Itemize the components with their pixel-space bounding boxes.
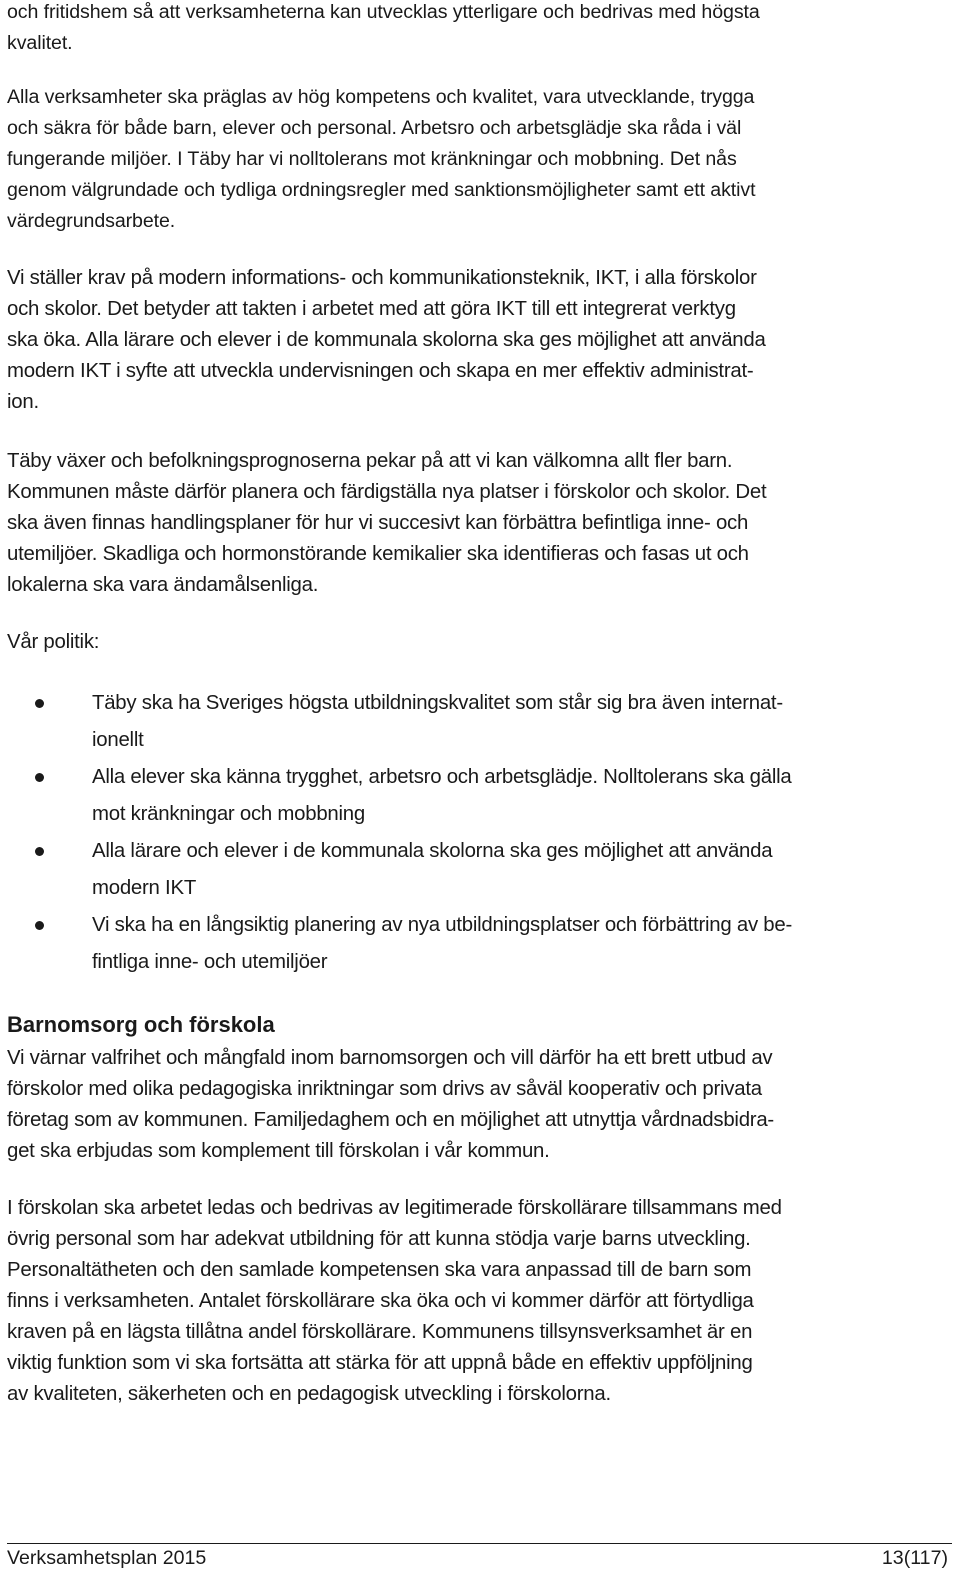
list-item-line: Vi ska ha en långsiktig planering av nya utbildningsplatser och förbättring av be- (92, 914, 793, 936)
paragraph-line: övrig personal som har adekvat utbildning för att kunna stödja varje barns utveckling. (7, 1228, 751, 1250)
paragraph-line: och fritidshem så att verksamheterna kan utvecklas ytterligare och bedrivas med högsta (7, 1, 760, 23)
paragraph-line: kvalitet. (7, 32, 73, 54)
bullet-icon (35, 847, 44, 856)
paragraph-line: modern IKT i syfte att utveckla undervisningen och skapa en mer effektiv administrat- (7, 360, 754, 382)
list-item-line: Alla lärare och elever i de kommunala skolorna ska ges möjlighet att använda (92, 840, 773, 862)
childcare-paragraph (7, 1043, 952, 1167)
paragraph-line: utemiljöer. Skadliga och hormonstörande kemikalier ska identifieras och fasas ut och (7, 543, 749, 565)
paragraph-line: Personaltätheten och den samlade kompetensen ska vara anpassad till de barn som (7, 1259, 752, 1281)
paragraph-line: kraven på en lägsta tillåtna andel förskollärare. Kommunens tillsynsverksamhet är en (7, 1321, 753, 1343)
paragraph-line: Vi ställer krav på modern informations- och kommunikationsteknik, IKT, i alla förskolor (7, 267, 757, 289)
paragraph-line: finns i verksamheten. Antalet förskollärare ska öka och vi kommer därför att förtydliga (7, 1290, 754, 1312)
paragraph-line: Täby växer och befolkningsprognoserna pekar på att vi kan välkomna allt fler barn. (7, 450, 733, 472)
paragraph-line: fungerande miljöer. I Täby har vi nolltolerans mot kränkningar och mobbning. Det nås (7, 148, 737, 170)
paragraph-line: ska öka. Alla lärare och elever i de kommunala skolorna ska ges möjlighet att använda (7, 329, 766, 351)
paragraph-line: genom välgrundade och tydliga ordningsregler med sanktionsmöjligheter samt ett aktivt (7, 179, 756, 201)
list-item-text (92, 907, 952, 981)
policy-label: Vår politik: (7, 631, 100, 653)
paragraph-line: viktig funktion som vi ska fortsätta att stärka för att uppnå både en effektiv uppföljning (7, 1352, 753, 1374)
list-item-line: ionellt (92, 729, 144, 751)
paragraph-line: och skolor. Det betyder att takten i arbetet med att göra IKT till ett integrerat verktyg (7, 298, 736, 320)
footer-document-title: Verksamhetsplan 2015 (7, 1547, 207, 1569)
section-heading: Barnomsorg och förskola (7, 1012, 275, 1037)
paragraph-line: förskolor med olika pedagogiska inriktningar som drivs av såväl kooperativ och privata (7, 1078, 762, 1100)
paragraph-line: Vi värnar valfrihet och mångfald inom barnomsorgen och vill därför ha ett brett utbud av (7, 1047, 773, 1069)
bullet-icon (35, 699, 44, 708)
paragraph-line: och säkra för både barn, elever och personal. Arbetsro och arbetsglädje ska råda i väl (7, 117, 742, 139)
list-item-line: Täby ska ha Sveriges högsta utbildningskvalitet som står sig bra även internat- (92, 692, 783, 714)
paragraph-line: get ska erbjudas som komplement till förskolan i vår kommun. (7, 1140, 550, 1162)
paragraph-line: ska även finnas handlingsplaner för hur vi succesivt kan förbättra befintliga inne- och (7, 512, 749, 534)
policy-label-block (7, 627, 952, 658)
quality-paragraph (7, 82, 952, 237)
list-item-line: mot kränkningar och mobbning (92, 803, 365, 825)
paragraph-line: av kvaliteten, säkerheten och en pedagogisk utveckling i förskolorna. (7, 1383, 611, 1405)
bullet-icon (35, 921, 44, 930)
paragraph-line: I förskolan ska arbetet ledas och bedrivas av legitimerade förskollärare tillsammans med (7, 1197, 782, 1219)
list-item-line: Alla elever ska känna trygghet, arbetsro och arbetsglädje. Nolltolerans ska gälla (92, 766, 792, 788)
list-item-text (92, 833, 952, 907)
bullet-icon (35, 773, 44, 782)
list-item-line: modern IKT (92, 877, 197, 899)
paragraph-line: värdegrundsarbete. (7, 210, 176, 232)
ikt-paragraph (7, 263, 952, 418)
intro-paragraph (7, 0, 952, 59)
footer-page-number: 13(117) (881, 1547, 948, 1569)
paragraph-line: företag som av kommunen. Familjedaghem och en möjlighet att utnyttja vårdnadsbidra- (7, 1109, 774, 1131)
paragraph-line: ion. (7, 391, 39, 413)
paragraph-line: Alla verksamheter ska präglas av hög kompetens och kvalitet, vara utvecklande, trygga (7, 86, 755, 108)
preschool-paragraph (7, 1193, 952, 1410)
list-item-text (92, 685, 952, 759)
list-item-text (92, 759, 952, 833)
list-item-line: fintliga inne- och utemiljöer (92, 951, 328, 973)
paragraph-line: Kommunen måste därför planera och färdigställa nya platser i förskolor och skolor. Det (7, 481, 767, 503)
growth-paragraph (7, 446, 952, 601)
paragraph-line: lokalerna ska vara ändamålsenliga. (7, 574, 319, 596)
